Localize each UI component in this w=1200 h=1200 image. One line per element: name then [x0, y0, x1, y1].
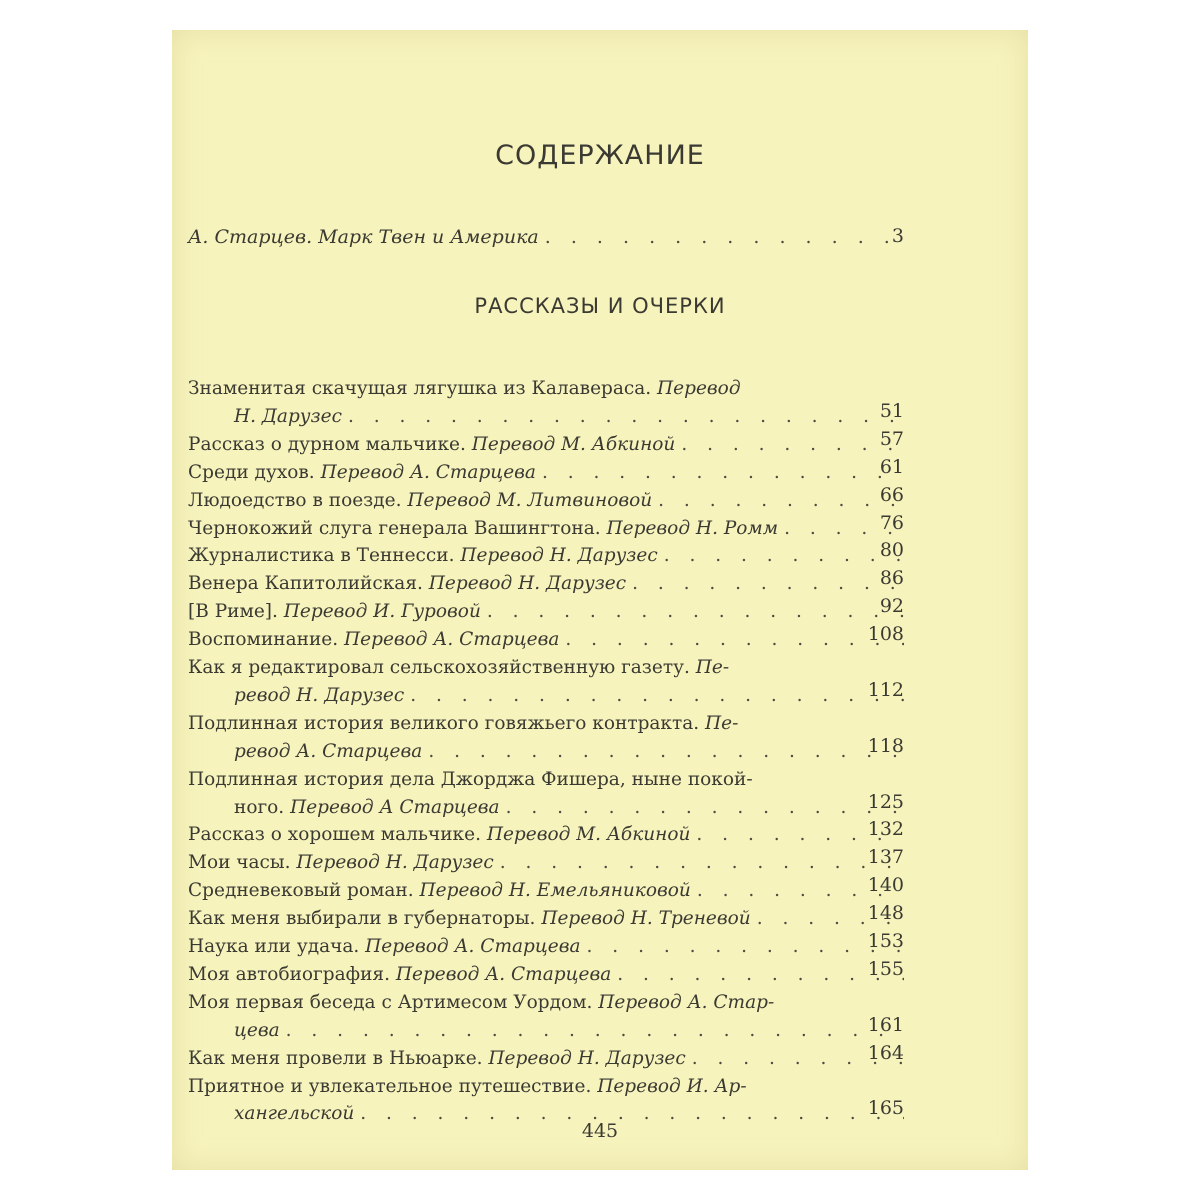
- toc-entry-title: Журналистика в Теннесси.: [188, 545, 461, 567]
- toc-entry-text: [188, 992, 774, 1013]
- toc-entry-page: 57: [879, 427, 904, 450]
- dot-leader: [784, 518, 904, 539]
- toc-entry-line: [188, 964, 904, 985]
- toc-entry-translator: Пе-: [695, 657, 730, 678]
- toc-entry-title: Рассказ о дурном мальчике.: [188, 433, 472, 455]
- dot-leader: [542, 462, 904, 483]
- toc-entry-translator: Перевод Н. Емельяниковой: [419, 880, 691, 902]
- toc-entry-page: 153: [867, 930, 904, 952]
- dot-leader: [348, 406, 904, 427]
- toc-entry-line: [188, 490, 904, 511]
- toc-entry-page: 80: [879, 539, 904, 562]
- toc-entry-page: 132: [867, 818, 904, 841]
- toc-entry-text: [188, 741, 422, 762]
- toc-entry-translator: Перевод А. Старцева: [395, 963, 612, 985]
- toc-entry-line: [188, 852, 904, 873]
- toc-entry-line: [188, 992, 904, 1013]
- dot-leader: [286, 1020, 904, 1041]
- toc-entry-translator: Перевод Н. Дарузес: [488, 1047, 686, 1069]
- dot-leader: [681, 434, 904, 455]
- toc-entry-translator: Перевод М. Абкиной: [471, 433, 676, 455]
- toc-entry-line: [188, 434, 904, 455]
- toc-entry-line: [188, 518, 904, 539]
- toc-entry-translator: Перевод И. Гуровой: [283, 601, 481, 623]
- toc-entry-line: [188, 741, 904, 762]
- dot-leader: [697, 880, 904, 901]
- toc-entry-page: 165: [867, 1097, 904, 1120]
- toc-entry-translator: Перевод Н. Дарузес: [460, 545, 658, 567]
- toc-entry-line: [188, 685, 904, 706]
- toc-entry-line: [188, 378, 904, 399]
- toc-entry-line: [188, 797, 904, 818]
- toc-entry-page: 66: [879, 483, 904, 506]
- dot-leader: [632, 573, 904, 594]
- toc-entry-translator: Перевод А. Стар-: [598, 991, 775, 1013]
- toc-entry-title: Воспоминание.: [188, 629, 345, 651]
- dot-leader: [565, 629, 904, 650]
- toc-entry-title: Знаменитая скачущая лягушка из Калавераса.: [188, 378, 658, 399]
- toc-entry-line: [188, 1048, 904, 1069]
- dot-leader: [487, 601, 904, 622]
- toc-entry-text: [188, 936, 581, 957]
- section-title: РАССКАЗЫ И ОЧЕРКИ: [474, 294, 726, 318]
- toc-entry-translator: Перевод А. Старцева: [365, 936, 581, 957]
- toc-entry-page: 118: [867, 734, 904, 757]
- page-title: СОДЕРЖАНИЕ: [495, 140, 705, 171]
- toc-entry-text: [188, 1020, 280, 1041]
- toc-entry-text: [188, 657, 729, 678]
- toc-entry-text: [188, 964, 611, 985]
- dot-leader: [587, 936, 904, 957]
- toc-entry-text: [188, 797, 500, 818]
- dot-leader: [410, 685, 904, 706]
- toc-entry-line: [188, 545, 904, 566]
- toc-entry-line: [188, 406, 904, 427]
- toc-entry-line: [188, 713, 904, 734]
- toc-entry-translator: Перевод А. Старцева: [320, 461, 536, 483]
- toc-entry-page: 86: [879, 567, 904, 590]
- toc-intro-entry: [188, 226, 904, 248]
- toc-entry-translator: Пе-: [705, 712, 739, 734]
- toc-entry-line: [188, 880, 904, 901]
- toc-entry-text: [188, 824, 690, 845]
- toc-entry-title: Как меня провели в Ньюарке.: [188, 1047, 489, 1069]
- toc-entry-translator: Перевод Н. Ромм: [606, 517, 779, 539]
- toc-entry-text: [188, 601, 481, 622]
- toc-entry-page: 137: [867, 846, 904, 869]
- dot-leader: [617, 964, 904, 985]
- toc-entry-line: [188, 629, 904, 650]
- toc-entry-title: Подлинная история великого говяжьего контракта.: [188, 712, 706, 734]
- toc-entry-text: [188, 1048, 686, 1069]
- toc-entry-translator: ревод Н. Дарузес: [234, 684, 405, 706]
- toc-entry-text: [188, 769, 753, 790]
- toc-entry-page: 108: [867, 623, 904, 646]
- toc-entry-page: 148: [867, 902, 904, 925]
- toc-entry-title: Средневековый роман.: [188, 880, 420, 902]
- toc-entry-line: [188, 601, 904, 622]
- toc-entry-title: Рассказ о хорошем мальчике.: [188, 824, 487, 846]
- toc-entry-translator: Перевод А. Старцева: [344, 629, 560, 651]
- toc-entry-translator: Перевод И. Ар-: [597, 1075, 747, 1097]
- dot-leader: [506, 797, 904, 818]
- book-page: [172, 30, 1028, 1170]
- toc-entry-text: [188, 378, 741, 399]
- toc-entry-line: [188, 908, 904, 929]
- toc-entry-page: 76: [879, 511, 904, 534]
- toc-entry-text: [188, 713, 738, 734]
- toc-entry-title: Моя автобиография.: [188, 963, 396, 985]
- toc-entry-title: Среди духов.: [188, 461, 321, 483]
- toc-entry-translator: Перевод А Старцева: [290, 796, 500, 818]
- toc-entry-translator: Перевод М. Абкиной: [486, 824, 691, 846]
- toc-entry-title: [В Риме].: [188, 601, 284, 623]
- dot-leader: [696, 824, 904, 845]
- toc-entry-translator: хангельской: [234, 1103, 355, 1125]
- toc-entry-translator: Перевод М. Литвиновой: [407, 489, 653, 511]
- toc-entry-title: Как меня выбирали в губернаторы.: [188, 908, 542, 930]
- page-number: 445: [581, 1120, 619, 1142]
- toc-entry-translator: Перевод Н. Треневой: [541, 908, 751, 930]
- toc-entry-line: [188, 769, 904, 790]
- toc-entry-text: [188, 1076, 747, 1097]
- toc-entry-text: [188, 685, 404, 706]
- toc-entry-title: Наука или удача.: [188, 936, 366, 957]
- toc-entry-page: 155: [867, 957, 904, 980]
- toc-entry-text: [188, 434, 675, 455]
- toc-entry-page: 140: [867, 874, 904, 897]
- toc-entry-line: [188, 462, 904, 483]
- toc-entry-page: 51: [879, 399, 904, 422]
- toc-entry-page: 161: [867, 1013, 904, 1036]
- toc-entry-page: 61: [879, 455, 904, 478]
- toc-entry-translator: Перевод Н. Дарузес: [428, 573, 627, 595]
- dot-leader: [500, 852, 904, 873]
- dot-leader: [692, 1048, 904, 1069]
- toc-entry-text: [188, 852, 494, 873]
- toc-entry-title: Подлинная история дела Джорджа Фишера, ныне покой-: [188, 768, 753, 790]
- dot-leader: [757, 908, 904, 929]
- toc-entry-text: [188, 406, 342, 427]
- dot-leader: [664, 545, 904, 566]
- toc-entry-text: [188, 880, 691, 901]
- dot-leader: [428, 741, 904, 762]
- toc-entry-text: [188, 908, 751, 929]
- toc-entry-title: Мои часы.: [188, 852, 297, 874]
- toc-entry-title: Венера Капитолийская.: [188, 573, 429, 595]
- dot-leader: [658, 490, 904, 511]
- toc-intro-text: А. Старцев. Марк Твен и Америка: [188, 226, 539, 248]
- toc-entry-line: [188, 1076, 904, 1097]
- toc-entry-translator: Перевод Н. Дарузес: [296, 852, 494, 874]
- toc-entry-line: [188, 936, 904, 957]
- toc-entry-page: 164: [867, 1041, 904, 1064]
- toc-entry-title: Как я редактировал сельскохозяйственную газету.: [188, 657, 696, 678]
- toc-entry-text: [188, 462, 536, 483]
- toc-entry-text: [188, 545, 658, 566]
- toc-entry-page: 92: [879, 595, 904, 618]
- toc-entry-page: 125: [867, 790, 904, 813]
- toc-entry-title: Приятное и увлекательное путешествие.: [188, 1075, 598, 1097]
- toc-entry-title: ного.: [234, 796, 291, 818]
- toc-entry-title: Моя первая беседа с Артимесом Уордом.: [188, 991, 599, 1013]
- toc-entry-title: Людоедство в поезде.: [188, 489, 408, 511]
- toc-entry-translator: Перевод: [657, 378, 741, 399]
- toc-entry-page: 112: [867, 678, 904, 701]
- toc-entry-translator: ревод А. Старцева: [234, 740, 423, 762]
- toc-entry-line: [188, 573, 904, 594]
- toc-entry-title: Чернокожий слуга генерала Вашингтона.: [188, 517, 607, 539]
- toc-entry-text: [188, 573, 626, 594]
- toc-entry-text: [188, 490, 652, 511]
- toc-entry-translator: цева: [234, 1019, 280, 1041]
- toc-entry-text: [188, 629, 559, 650]
- toc-entry-line: [188, 657, 904, 678]
- toc-entry-text: [188, 518, 778, 539]
- toc-entry-line: [188, 1020, 904, 1041]
- toc-entry-line: [188, 824, 904, 845]
- toc-intro-page: 3: [891, 225, 904, 247]
- toc-entry-translator: Н. Дарузес: [234, 405, 342, 427]
